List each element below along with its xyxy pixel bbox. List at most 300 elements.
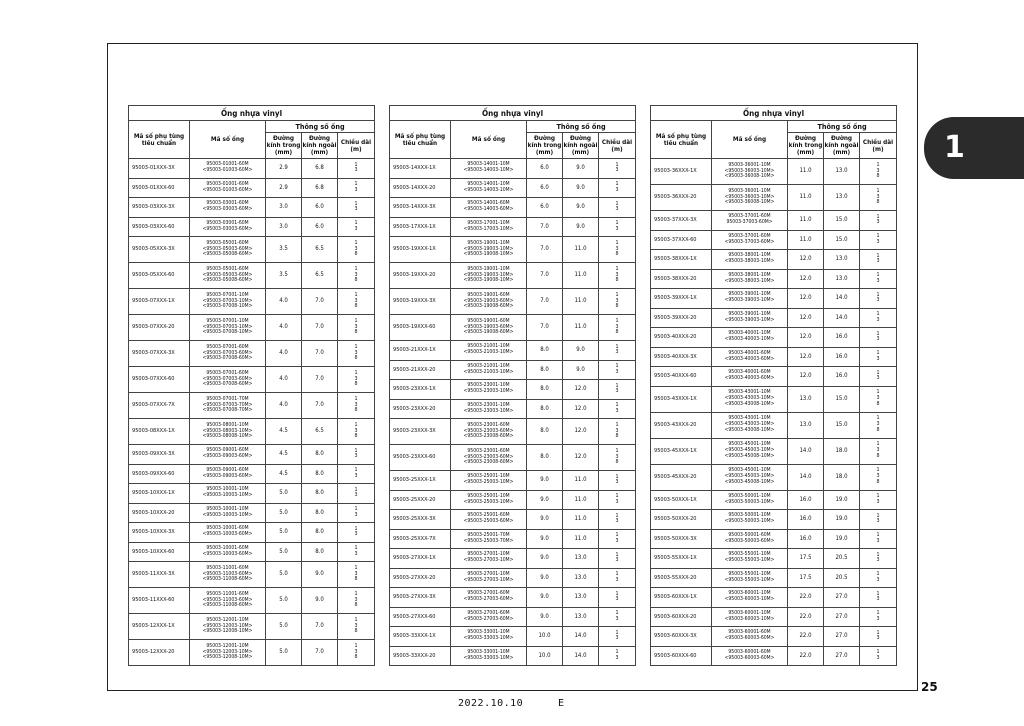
- tube-part-no: [712, 230, 788, 250]
- inner-diameter: 16.0: [788, 510, 824, 530]
- tube-part-no: [451, 627, 527, 647]
- table-row: [651, 529, 897, 549]
- tube-part-no-line: <95003-17003-10M>: [463, 225, 514, 232]
- tube-part-no-line: <95003-07008-10M>: [202, 329, 253, 336]
- length-value: 1: [876, 415, 880, 422]
- outer-diameter: 9.0: [302, 562, 338, 588]
- tube-part-no: [712, 250, 788, 270]
- length-value: 8: [354, 355, 358, 362]
- tube-part-no-line: 95003-23001-10M: [467, 382, 510, 389]
- tube-part-no-line: <95003-50003-60M>: [724, 537, 775, 544]
- tube-part-no-line: 95003-40001-60M: [728, 369, 771, 376]
- outer-diameter: 27.0: [824, 627, 860, 647]
- tube-part-no-line: <95003-27003-10M>: [463, 557, 514, 564]
- header-length: Chiều dài (m): [860, 133, 897, 159]
- tube-part-no-line: 95003-27001-10M: [467, 570, 510, 577]
- inner-diameter: 5.0: [266, 588, 302, 614]
- tube-part-no-line: 95003-19001-60M: [467, 291, 510, 298]
- length-value: 1: [354, 447, 358, 454]
- tube-part-no-line: <95003-21003-10M>: [463, 349, 514, 356]
- length-value: 1: [354, 181, 358, 188]
- inner-diameter: 14.0: [788, 464, 824, 490]
- length: [338, 237, 375, 263]
- tube-part-no-line: 95003-19001-60M: [467, 317, 510, 324]
- length-value: 3: [354, 472, 358, 479]
- inner-diameter: 5.0: [266, 562, 302, 588]
- table-title: Ống nhựa vinyl: [651, 106, 897, 121]
- tube-part-no-line: <95003-55003-10M>: [724, 576, 775, 583]
- tube-part-no: [451, 315, 527, 341]
- length: [599, 568, 636, 588]
- length-value: 1: [876, 551, 880, 558]
- length: [599, 471, 636, 491]
- length-value: 1: [876, 187, 880, 194]
- length-value: 3: [354, 531, 358, 538]
- header-tube-specs: Thông số ống: [788, 121, 897, 133]
- standard-part-no: 95003-19XXX-1X: [390, 237, 451, 263]
- inner-diameter: 8.0: [527, 341, 563, 361]
- length-value: 3: [615, 498, 619, 505]
- length-value: 3: [615, 576, 619, 583]
- tube-part-no-line: 95003-01001-60M: [206, 180, 249, 187]
- standard-part-no: 95003-36XXX-20: [651, 185, 712, 211]
- length-value: 3: [876, 355, 880, 362]
- tube-part-no: [451, 289, 527, 315]
- length-value: 3: [876, 167, 880, 174]
- length: [338, 588, 375, 614]
- tube-part-no-line: <95003-45008-10M>: [724, 452, 775, 459]
- tube-part-no: [451, 399, 527, 419]
- tube-part-no: [451, 237, 527, 263]
- outer-diameter: 8.0: [302, 464, 338, 484]
- inner-diameter: 6.0: [527, 198, 563, 218]
- standard-part-no: 95003-60XXX-60: [651, 646, 712, 666]
- length: [338, 367, 375, 393]
- standard-part-no: 95003-50XXX-3X: [651, 529, 712, 549]
- length: [599, 237, 636, 263]
- inner-diameter: 4.0: [266, 341, 302, 367]
- length-value: 1: [615, 629, 619, 636]
- outer-diameter: 9.0: [563, 159, 599, 179]
- length: [599, 263, 636, 289]
- standard-part-no: 95003-07XXX-7X: [129, 393, 190, 419]
- tube-part-no-line: <95003-03003-60M>: [202, 206, 253, 213]
- outer-diameter: 11.0: [563, 315, 599, 341]
- outer-diameter: 13.0: [824, 185, 860, 211]
- length-value: 8: [354, 251, 358, 258]
- table-row: [651, 230, 897, 250]
- table-row: [390, 607, 636, 627]
- length-value: 1: [615, 571, 619, 578]
- table-row: [651, 185, 897, 211]
- length-value: 1: [615, 363, 619, 370]
- table-row: [129, 393, 375, 419]
- tube-part-no: [451, 341, 527, 361]
- tube-part-no-line: <95003-50003-10M>: [724, 518, 775, 525]
- standard-part-no: 95003-27XXX-1X: [390, 549, 451, 569]
- tube-part-no-line: <95003-40003-10M>: [724, 336, 775, 343]
- outer-diameter: 11.0: [563, 471, 599, 491]
- length-value: 1: [354, 642, 358, 649]
- table-row: [129, 640, 375, 666]
- tube-part-no-line: <95003-05003-60M>: [202, 245, 253, 252]
- tube-part-no: [190, 315, 266, 341]
- inner-diameter: 11.0: [788, 185, 824, 211]
- tube-part-no-line: 95003-37001-60M: [728, 213, 771, 220]
- length: [860, 250, 897, 270]
- length: [599, 159, 636, 179]
- tube-part-no: [190, 341, 266, 367]
- tube-part-no: [451, 419, 527, 445]
- standard-part-no: 95003-12XXX-20: [129, 640, 190, 666]
- tube-part-no-line: 95003-05001-60M: [206, 265, 249, 272]
- standard-part-no: 95003-03XXX-60: [129, 217, 190, 237]
- standard-part-no: 95003-23XXX-20: [390, 399, 451, 419]
- length-value: 1: [354, 486, 358, 493]
- inner-diameter: 13.0: [788, 386, 824, 412]
- tube-part-no: [190, 614, 266, 640]
- outer-diameter: 13.0: [563, 549, 599, 569]
- length: [338, 159, 375, 179]
- outer-diameter: 9.0: [302, 588, 338, 614]
- outer-diameter: 9.0: [563, 217, 599, 237]
- standard-part-no: 95003-07XXX-1X: [129, 289, 190, 315]
- length-value: 1: [615, 220, 619, 227]
- length-value: 1: [615, 181, 619, 188]
- outer-diameter: 12.0: [563, 399, 599, 419]
- tube-part-no-line: 95003-45001-10M: [728, 441, 771, 448]
- length-value: 3: [354, 271, 358, 278]
- tube-part-no-line: 95003-36001-10M: [728, 187, 771, 194]
- tube-part-no-line: <95003-07003-60M>: [202, 349, 253, 356]
- table-row: [651, 549, 897, 569]
- tube-part-no-line: 95003-11001-60M: [206, 590, 249, 597]
- table-row: [129, 419, 375, 445]
- tube-part-no-line: 95003-07001-60M: [206, 369, 249, 376]
- length: [338, 445, 375, 465]
- length-value: 8: [615, 329, 619, 336]
- tube-part-no: [451, 263, 527, 289]
- tube-part-no: [451, 178, 527, 198]
- tube-part-no-line: 95003-23001-60M: [467, 447, 510, 454]
- tube-part-no-line: <95003-36008-10M>: [724, 199, 775, 206]
- table-row: [129, 263, 375, 289]
- outer-diameter: 13.0: [824, 159, 860, 185]
- tube-part-no: [712, 386, 788, 412]
- table-row: [651, 510, 897, 530]
- tube-part-no-line: <95003-19003-60M>: [463, 297, 514, 304]
- table-row: [651, 328, 897, 348]
- inner-diameter: 5.0: [266, 640, 302, 666]
- tube-part-no-line: <95003-14003-10M>: [463, 186, 514, 193]
- tube-part-no: [451, 360, 527, 380]
- length: [860, 269, 897, 289]
- standard-part-no: 95003-43XXX-1X: [651, 386, 712, 412]
- tube-part-no: [190, 464, 266, 484]
- length-value: 1: [876, 590, 880, 597]
- tube-part-no-line: <95003-19008-10M>: [463, 277, 514, 284]
- length-value: 3: [354, 427, 358, 434]
- header-tube-part-no: Mã số ống: [712, 121, 788, 159]
- tube-part-no: [712, 646, 788, 666]
- tube-part-no: [190, 640, 266, 666]
- length: [860, 607, 897, 627]
- length: [599, 419, 636, 445]
- outer-diameter: 11.0: [563, 289, 599, 315]
- tube-part-no: [712, 347, 788, 367]
- length-value: 3: [354, 570, 358, 577]
- length: [338, 178, 375, 198]
- length-value: 3: [615, 635, 619, 642]
- length: [599, 289, 636, 315]
- outer-diameter: 9.0: [563, 360, 599, 380]
- tube-part-no: [451, 380, 527, 400]
- length: [599, 399, 636, 419]
- tube-part-no-line: 95003-25001-10M: [467, 473, 510, 480]
- length-value: 1: [615, 421, 619, 428]
- table-row: [390, 237, 636, 263]
- standard-part-no: 95003-14XXX-3X: [390, 198, 451, 218]
- tube-part-no-line: <95003-33003-10M>: [463, 635, 514, 642]
- length-value: 3: [615, 479, 619, 486]
- inner-diameter: 22.0: [788, 627, 824, 647]
- tube-part-no: [190, 542, 266, 562]
- inner-diameter: 9.0: [527, 529, 563, 549]
- tube-part-no-line: 95003-03001-60M: [206, 200, 249, 207]
- length-value: 1: [876, 291, 880, 298]
- length-value: 8: [354, 277, 358, 284]
- tube-part-no: [712, 211, 788, 231]
- length: [599, 217, 636, 237]
- tube-part-no: [451, 198, 527, 218]
- tube-part-no-line: <95003-08008-10M>: [202, 433, 253, 440]
- tube-part-no-line: <95003-27003-60M>: [463, 596, 514, 603]
- length-value: 1: [615, 200, 619, 207]
- length-value: 1: [354, 369, 358, 376]
- tube-part-no-line: 95003-25001-60M: [467, 512, 510, 519]
- table-row: [129, 614, 375, 640]
- tube-part-no-line: <95003-01003-60M>: [202, 167, 253, 174]
- tube-part-no: [712, 289, 788, 309]
- tube-part-no-line: 95003-33001-10M: [467, 648, 510, 655]
- length-value: 3: [354, 492, 358, 499]
- length-value: 1: [615, 291, 619, 298]
- standard-part-no: 95003-40XXX-3X: [651, 347, 712, 367]
- length: [338, 263, 375, 289]
- standard-part-no: 95003-36XXX-1X: [651, 159, 712, 185]
- length: [860, 490, 897, 510]
- inner-diameter: 7.0: [527, 289, 563, 315]
- tube-part-no-line: 95003-43001-10M: [728, 389, 771, 396]
- tube-part-no-line: 95003-55001-10M: [728, 570, 771, 577]
- tube-part-no: [190, 289, 266, 315]
- length: [338, 640, 375, 666]
- length-value: 1: [876, 629, 880, 636]
- table-row: [651, 289, 897, 309]
- tube-part-no: [451, 510, 527, 530]
- table-row: [651, 464, 897, 490]
- outer-diameter: 20.5: [824, 549, 860, 569]
- tube-part-no: [451, 159, 527, 179]
- length-value: 3: [354, 167, 358, 174]
- table-row: [390, 471, 636, 491]
- length: [599, 341, 636, 361]
- tube-part-no-line: 95003-25001-10M: [467, 492, 510, 499]
- standard-part-no: 95003-05XXX-60: [129, 263, 190, 289]
- length-value: 3: [876, 193, 880, 200]
- length-value: 3: [876, 596, 880, 603]
- footer-code: E: [558, 698, 565, 709]
- tube-part-no-line: <95003-25003-10M>: [463, 479, 514, 486]
- header-tube-specs: Thông số ống: [527, 121, 636, 133]
- tube-part-no-line: <95003-38003-10M>: [724, 277, 775, 284]
- tube-part-no: [190, 523, 266, 543]
- tube-part-no-line: <95003-11008-60M>: [202, 602, 253, 609]
- header-standard-part-no: Mã số phụ tùng tiêu chuẩn: [390, 121, 451, 159]
- inner-diameter: 9.0: [527, 549, 563, 569]
- length-value: 8: [876, 426, 880, 433]
- standard-part-no: 95003-21XXX-20: [390, 360, 451, 380]
- length-value: 3: [354, 511, 358, 518]
- length-value: 1: [354, 220, 358, 227]
- table-row: [390, 159, 636, 179]
- tube-part-no-line: <95003-39003-10M>: [724, 297, 775, 304]
- outer-diameter: 19.0: [824, 510, 860, 530]
- tube-part-no: [190, 484, 266, 504]
- tube-part-no-line: 95003-27001-10M: [467, 551, 510, 558]
- length-value: 1: [615, 649, 619, 656]
- tube-part-no: [712, 438, 788, 464]
- tube-part-no-line: 95003-50001-10M: [728, 492, 771, 499]
- tube-part-no-line: <95003-10003-60M>: [202, 531, 253, 538]
- length-value: 1: [615, 161, 619, 168]
- length-value: 3: [615, 167, 619, 174]
- inner-diameter: 14.0: [788, 438, 824, 464]
- footer-date: 2022.10.10: [458, 698, 524, 709]
- inner-diameter: 12.0: [788, 250, 824, 270]
- header-outer-diameter: Đường kính ngoài (mm): [302, 133, 338, 159]
- length: [860, 627, 897, 647]
- tube-part-no-line: <95003-09003-60M>: [202, 453, 253, 460]
- outer-diameter: 7.0: [302, 614, 338, 640]
- length-value: 1: [876, 272, 880, 279]
- length-value: 3: [876, 615, 880, 622]
- table-row: [651, 412, 897, 438]
- tube-part-no-line: 95003-27001-60M: [467, 609, 510, 616]
- inner-diameter: 7.0: [527, 263, 563, 289]
- outer-diameter: 7.0: [302, 367, 338, 393]
- length: [860, 367, 897, 387]
- outer-diameter: 11.0: [563, 490, 599, 510]
- length-value: 1: [876, 350, 880, 357]
- tube-part-no: [451, 646, 527, 666]
- length-value: 3: [615, 225, 619, 232]
- tube-part-no-line: <95003-50003-10M>: [724, 498, 775, 505]
- length-value: 8: [354, 303, 358, 310]
- length: [599, 315, 636, 341]
- length-value: 1: [876, 441, 880, 448]
- outer-diameter: 6.5: [302, 263, 338, 289]
- standard-part-no: 95003-11XXX-60: [129, 588, 190, 614]
- length-value: 1: [876, 369, 880, 376]
- length-value: 1: [354, 265, 358, 272]
- outer-diameter: 18.0: [824, 464, 860, 490]
- outer-diameter: 27.0: [824, 588, 860, 608]
- length-value: 1: [876, 571, 880, 578]
- standard-part-no: 95003-10XXX-1X: [129, 484, 190, 504]
- tube-part-no-line: <95003-19008-60M>: [463, 329, 514, 336]
- length-value: 1: [354, 525, 358, 532]
- standard-part-no: 95003-21XXX-1X: [390, 341, 451, 361]
- outer-diameter: 14.0: [824, 289, 860, 309]
- table-row: [390, 549, 636, 569]
- inner-diameter: 10.0: [527, 627, 563, 647]
- tube-part-no: [190, 198, 266, 218]
- outer-diameter: 8.0: [302, 445, 338, 465]
- length-value: 3: [615, 297, 619, 304]
- tube-part-no: [451, 490, 527, 510]
- tube-part-no-line: 95003-09001-60M: [206, 447, 249, 454]
- length-value: 8: [354, 433, 358, 440]
- length-value: 1: [876, 389, 880, 396]
- tube-part-no-line: <95003-19003-60M>: [463, 323, 514, 330]
- length-value: 8: [876, 400, 880, 407]
- standard-part-no: 95003-38XXX-1X: [651, 250, 712, 270]
- length-value: 3: [615, 518, 619, 525]
- length: [860, 347, 897, 367]
- length-value: 1: [615, 239, 619, 246]
- length-value: 3: [615, 427, 619, 434]
- vinyl-tube-table-1: [128, 105, 375, 666]
- length: [860, 159, 897, 185]
- length-value: 1: [354, 590, 358, 597]
- tube-part-no-line: <95003-07008-10M>: [202, 303, 253, 310]
- length-value: 8: [876, 452, 880, 459]
- inner-diameter: 9.0: [527, 607, 563, 627]
- tube-part-no-line: <95003-38003-10M>: [724, 258, 775, 265]
- standard-part-no: 95003-23XXX-1X: [390, 380, 451, 400]
- tube-part-no: [712, 510, 788, 530]
- tube-part-no-line: 95003-07001-10M: [206, 317, 249, 324]
- standard-part-no: 95003-03XXX-3X: [129, 198, 190, 218]
- length-value: 1: [615, 317, 619, 324]
- inner-diameter: 12.0: [788, 328, 824, 348]
- length-value: 3: [354, 225, 358, 232]
- inner-diameter: 5.0: [266, 614, 302, 640]
- inner-diameter: 8.0: [527, 419, 563, 445]
- tube-part-no-line: <95003-10003-10M>: [202, 492, 253, 499]
- length-value: 3: [876, 447, 880, 454]
- tube-part-no-line: <95003-25003-10M>: [463, 498, 514, 505]
- length-value: 3: [615, 654, 619, 661]
- length: [338, 419, 375, 445]
- table-row: [390, 217, 636, 237]
- tube-part-no-line: <95003-27003-60M>: [463, 615, 514, 622]
- length: [599, 627, 636, 647]
- length-value: 3: [876, 421, 880, 428]
- outer-diameter: 6.5: [302, 237, 338, 263]
- length-value: 8: [615, 303, 619, 310]
- inner-diameter: 16.0: [788, 490, 824, 510]
- tube-part-no-line: 95003-33001-10M: [467, 629, 510, 636]
- outer-diameter: 16.0: [824, 367, 860, 387]
- inner-diameter: 9.0: [527, 510, 563, 530]
- tube-part-no-line: 95003-37003-60M>: [726, 219, 773, 226]
- table-row: [651, 367, 897, 387]
- tube-part-no-line: <95003-43008-10M>: [724, 426, 775, 433]
- standard-part-no: 95003-01XXX-60: [129, 178, 190, 198]
- outer-diameter: 15.0: [824, 211, 860, 231]
